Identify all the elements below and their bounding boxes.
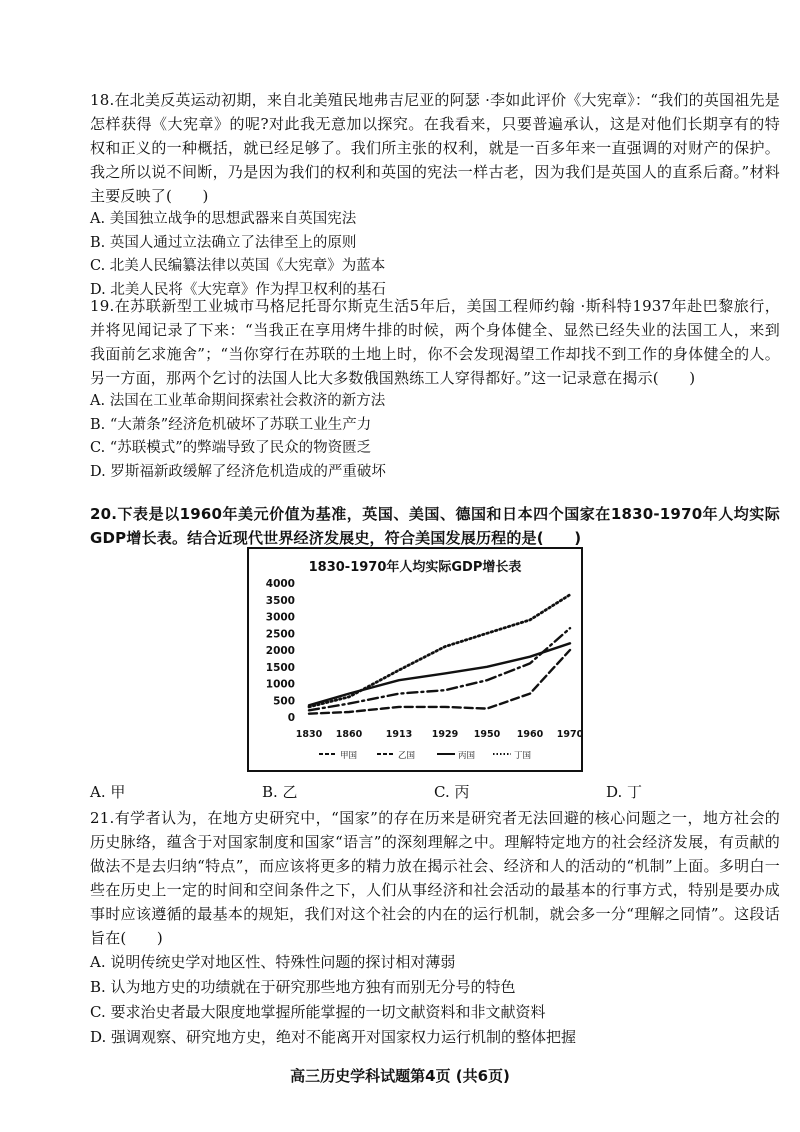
legend-label-1: 乙国 — [398, 751, 416, 761]
chart-title: 1830-1970年人均实际GDP增长表 — [308, 560, 522, 575]
question-20-option-a: A. 甲 — [90, 783, 126, 801]
question-19 — [90, 294, 780, 484]
question-18 — [90, 88, 780, 302]
y-tick-label-8: 4000 — [265, 578, 295, 590]
question-19-option-a: A. 法国在工业革命期间探索社会救济的新方法 — [90, 393, 386, 409]
legend-label-3: 丁国 — [514, 751, 532, 761]
question-20-option-d: D. 丁 — [606, 783, 643, 801]
y-tick-label-3: 1500 — [265, 661, 295, 674]
question-21 — [90, 806, 780, 1050]
y-tick-label-1: 500 — [273, 695, 295, 708]
question-20 — [90, 502, 780, 550]
legend-label-0: 甲国 — [340, 751, 358, 761]
question-21-option-c: C. 要求治史者最大限度地掌握所能掌握的一切文献资料和非文献资料 — [90, 1003, 546, 1021]
x-tick-label-5: 1960 — [516, 729, 544, 740]
page-footer: 高三历史学科试题第4页 (共6页) — [290, 1067, 510, 1085]
question-19-option-d: D. 罗斯福新政缓解了经济危机造成的严重破坏 — [90, 463, 386, 480]
y-tick-label-4: 2000 — [265, 645, 295, 657]
question-20-option-b: B. 乙 — [262, 783, 298, 801]
gdp-chart-svg — [249, 549, 581, 770]
question-18-option-c: C. 北美人民编纂法律以英国《大宪章》为蓝本 — [90, 258, 386, 274]
y-tick-label-7: 3500 — [265, 594, 295, 607]
question-18-option-b: B. 英国人通过立法确立了法律至上的原则 — [90, 234, 357, 251]
question-18-option-a: A. 美国独立战争的思想武器来自英国宪法 — [90, 211, 357, 227]
question-20-option-c: C. 丙 — [434, 783, 470, 801]
x-tick-label-2: 1913 — [385, 729, 413, 740]
x-tick-label-1: 1860 — [335, 729, 363, 740]
gdp-chart — [247, 547, 583, 772]
y-tick-label-5: 2500 — [265, 628, 295, 641]
question-19-option-b: B. “大萧条”经济危机破坏了苏联工业生产力 — [90, 416, 372, 433]
y-tick-label-2: 1000 — [265, 678, 295, 691]
question-20-stem: 20.下表是以1960年美元价值为基准，英国、美国、德国和日本四个国家在1830-1970年人均实际GDP增长表。结合近现代世界经济发展史，符合美国发展历程的是( ) — [90, 505, 780, 547]
series-line-3 — [309, 595, 570, 707]
y-tick-label-0: 0 — [287, 712, 295, 724]
question-21-option-d: D. 强调观察、研究地方史，绝对不能离开对国家权力运行机制的整体把握 — [90, 1028, 577, 1046]
y-tick-label-6: 3000 — [265, 611, 295, 624]
question-18-stem: 18.在北美反英运动初期，来自北美殖民地弗吉尼亚的阿瑟 ·李如此评价《大宪章》：“我们的英国祖先是怎样获得《大宪章》的呢?对此我无意加以探究。在我看来，只要普遍承认，这是对他们长期享有的特权和正义的一种概括，就已经足够了。我们所主张的权利，就是一百多年来一直强调的对财产的保护。我之所以说不间断，乃是因为我们的权利和英国的宪法一样古老，因为我们是英国人的直系后裔。”材料主要反映了( ) — [90, 91, 780, 205]
x-tick-label-0: 1830 — [295, 729, 323, 740]
x-tick-label-4: 1950 — [473, 729, 501, 740]
question-21-option-b: B. 认为地方史的功绩就在于研究那些地方独有而别无分号的特色 — [90, 978, 516, 996]
question-21-stem: 21.有学者认为，在地方史研究中，“国家”的存在历来是研究者无法回避的核心问题之一，地方社会的历史脉络，蕴含于对国家制度和国家“语言”的深刻理解之中。理解特定地方的社会经济发展，有贡献的做法不是去归纳“特点”，而应该将更多的精力放在揭示社会、经济和人的活动的“机制”上面。多明白一些在历史上一定的时间和空间条件之下，人们从事经济和社会活动的最基本的行事方式，特别是要办成事时应该遵循的最基本的规矩，我们对这个社会的内在的运行机制，就会多一分“理解之同情”。这段话旨在( ) — [90, 809, 780, 947]
x-tick-label-6: 1970 — [556, 729, 581, 740]
question-19-stem: 19.在苏联新型工业城市马格尼托哥尔斯克生活5年后，美国工程师约翰 ·斯科特1937年赴巴黎旅行，并将见闻记录了下来：“当我正在享用烤牛排的时候，两个身体健全、显然已经失业的法国工人，来到我面前乞求施舍”；“当你穿行在苏联的土地上时，你不会发现渴望工作却找不到工作的身体健全的人。另一方面，那两个乞讨的法国人比大多数俄国熟练工人穿得都好。”这一记录意在揭示( ) — [90, 297, 780, 387]
question-20-options — [90, 780, 780, 804]
x-tick-label-3: 1929 — [431, 729, 459, 740]
question-18-option-d: D. 北美人民将《大宪章》作为捍卫权利的基石 — [90, 281, 386, 298]
question-19-option-c: C. “苏联模式”的弊端导致了民众的物资匮乏 — [90, 440, 372, 456]
question-21-option-a: A. 说明传统史学对地区性、特殊性问题的探讨相对薄弱 — [90, 953, 456, 971]
legend-label-2: 丙国 — [458, 751, 476, 761]
